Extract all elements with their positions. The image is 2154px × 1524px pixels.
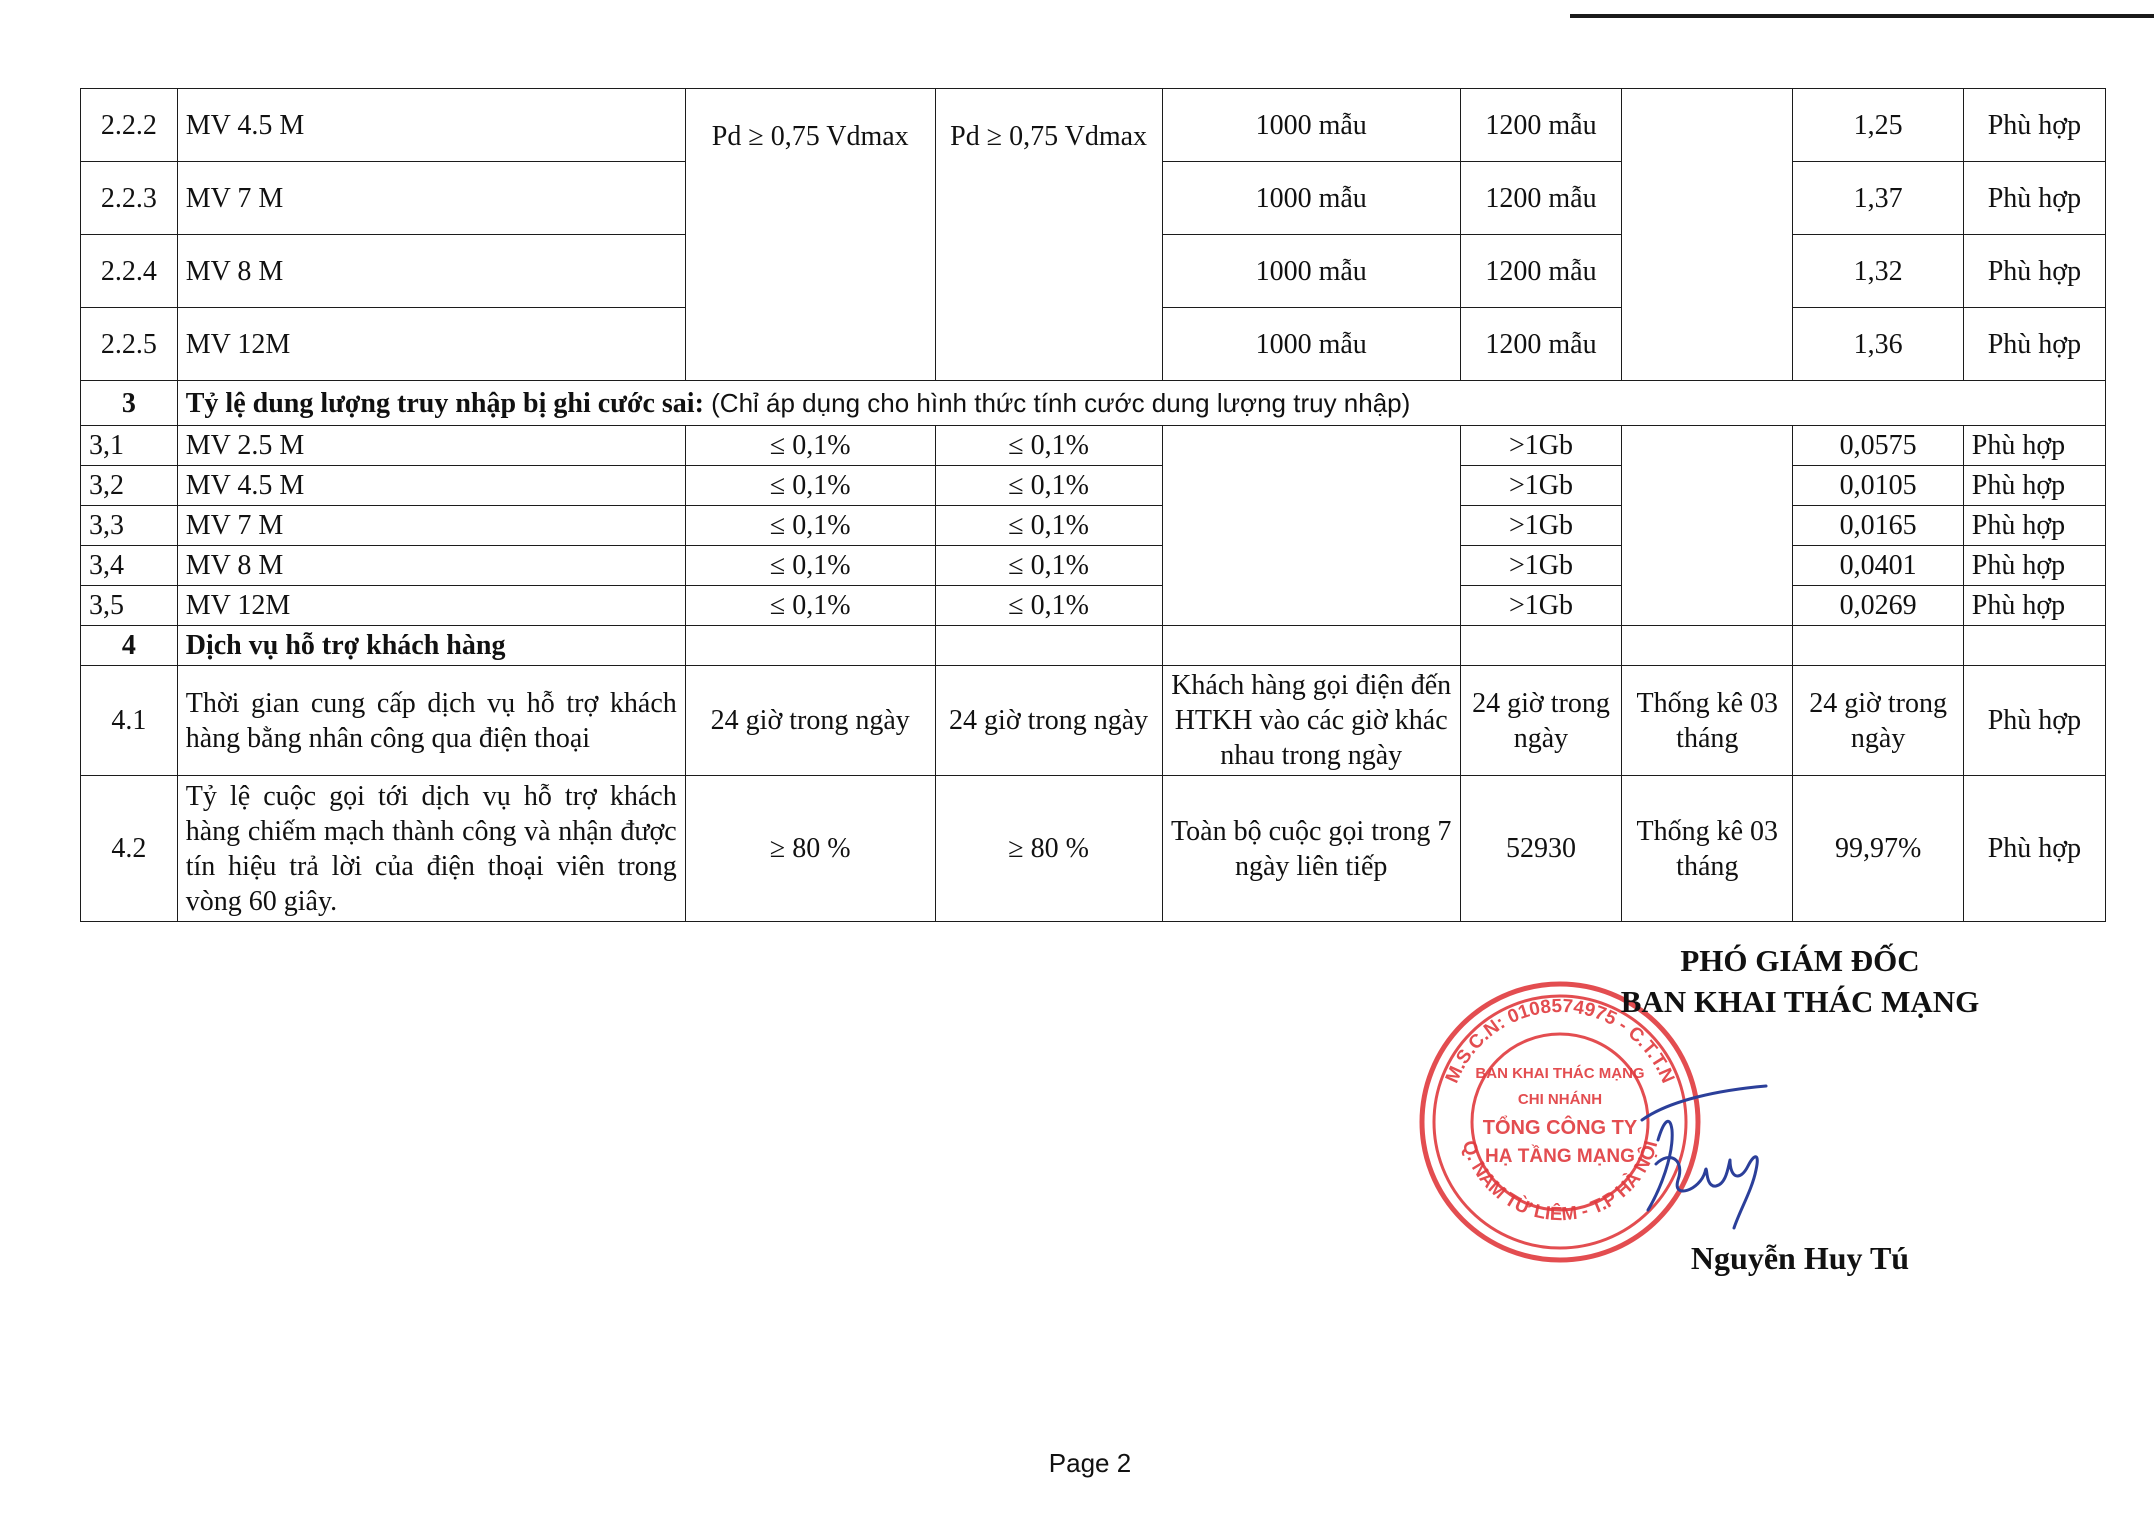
tested-count: >1Gb (1460, 586, 1621, 626)
tested-count: 1200 mẫu (1460, 162, 1621, 235)
handwritten-signature-icon (1630, 1060, 1770, 1230)
stamp-line-4: HẠ TẦNG MẠNG (1485, 1146, 1635, 1167)
standard-cell: ≤ 0,1% (685, 546, 935, 586)
section-number: 3 (81, 381, 178, 426)
section-header-row (81, 381, 2106, 426)
row-id: 4.2 (81, 776, 178, 922)
row-id: 3,4 (81, 546, 178, 586)
declared-cell: ≥ 80 % (935, 776, 1162, 922)
measured-value: 0,0269 (1793, 586, 1963, 626)
declared-cell: ≤ 0,1% (935, 466, 1162, 506)
result-cell: Phù hợp (1963, 466, 2105, 506)
tested-count: 52930 (1460, 776, 1621, 922)
table-row (81, 466, 2106, 506)
tested-count: >1Gb (1460, 506, 1621, 546)
sample-size: 1000 mẫu (1162, 235, 1460, 308)
service-name: MV 8 M (177, 546, 685, 586)
table-row (81, 586, 2106, 626)
section-number: 4 (81, 626, 178, 666)
tested-count: 1200 mẫu (1460, 235, 1621, 308)
declared-cell: ≤ 0,1% (935, 506, 1162, 546)
criteria-desc: Thời gian cung cấp dịch vụ hỗ trợ khách hàng bằng nhân công qua điện thoại (177, 666, 685, 776)
row-id: 4.1 (81, 666, 178, 776)
tested-count: >1Gb (1460, 466, 1621, 506)
table-row (81, 426, 2106, 466)
measured-value: 0,0105 (1793, 466, 1963, 506)
signer-title: PHÓ GIÁM ĐỐC (1680, 943, 1920, 978)
standard-cell: ≤ 0,1% (685, 466, 935, 506)
table-row (81, 666, 2106, 776)
signer-name: Nguyễn Huy Tú (1690, 1240, 1910, 1276)
table-row (81, 506, 2106, 546)
service-name: MV 7 M (177, 506, 685, 546)
stamp-line-1: BAN KHAI THÁC MẠNG (1475, 1065, 1645, 1082)
method-cell: Khách hàng gọi điện đến HTKH vào các giờ khác nhau trong ngày (1162, 666, 1460, 776)
empty-cell (1622, 426, 1793, 626)
measured-value: 1,37 (1793, 162, 1963, 235)
stamp-bottom-text: Q. NAM TỪ LIÊM - T.P HÀ NỘI (1457, 1138, 1663, 1226)
declared-cell: ≤ 0,1% (935, 546, 1162, 586)
stamp-line-3: TỔNG CÔNG TY (1482, 1117, 1638, 1139)
standard-cell: 24 giờ trong ngày (685, 666, 935, 776)
section-note: (Chỉ áp dụng cho hình thức tính cước dung lượng truy nhập) (703, 387, 1411, 418)
signer-department: BAN KHAI THÁC MẠNG (1620, 984, 1980, 1019)
result-cell: Phù hợp (1963, 546, 2105, 586)
result-cell: Phù hợp (1963, 162, 2105, 235)
measured-value: 0,0401 (1793, 546, 1963, 586)
service-name: MV 8 M (177, 235, 685, 308)
tested-count: >1Gb (1460, 426, 1621, 466)
row-id: 3,2 (81, 466, 178, 506)
row-id: 2.2.3 (81, 162, 178, 235)
service-name: MV 12M (177, 586, 685, 626)
measured-value: 0,0575 (1793, 426, 1963, 466)
table-row (81, 776, 2106, 922)
result-cell: Phù hợp (1963, 426, 2105, 466)
result-cell: Phù hợp (1963, 776, 2105, 922)
top-rule (1570, 14, 2154, 18)
result-cell: Phù hợp (1963, 506, 2105, 546)
sample-size: 1000 mẫu (1162, 308, 1460, 381)
page-number: Page 2 (1048, 1448, 1132, 1478)
table-row (81, 89, 2106, 162)
result-cell: Phù hợp (1963, 89, 2105, 162)
sample-size: 1000 mẫu (1162, 162, 1460, 235)
table-row (81, 546, 2106, 586)
period-cell: Thống kê 03 tháng (1622, 666, 1793, 776)
measured-value: 99,97% (1793, 776, 1963, 922)
declared-cell: Pd ≥ 0,75 Vdmax (935, 89, 1162, 381)
row-id: 2.2.2 (81, 89, 178, 162)
measured-value: 1,36 (1793, 308, 1963, 381)
measured-value: 0,0165 (1793, 506, 1963, 546)
row-id: 2.2.4 (81, 235, 178, 308)
row-id: 2.2.5 (81, 308, 178, 381)
stamp-ring-text: M.S.C.N: 0108574975 - C.T.T.N (1441, 995, 1679, 1087)
measured-value: 1,25 (1793, 89, 1963, 162)
standard-cell: ≤ 0,1% (685, 426, 935, 466)
empty-cell (1622, 89, 1793, 381)
tested-count: 1200 mẫu (1460, 89, 1621, 162)
tested-count: 24 giờ trong ngày (1460, 666, 1621, 776)
declared-cell: ≤ 0,1% (935, 426, 1162, 466)
standard-cell: Pd ≥ 0,75 Vdmax (685, 89, 935, 381)
standard-cell: ≥ 80 % (685, 776, 935, 922)
result-cell: Phù hợp (1963, 666, 2105, 776)
result-cell: Phù hợp (1963, 308, 2105, 381)
signature-block (1440, 940, 2154, 1022)
stamp-line-2: CHI NHÁNH (1517, 1091, 1603, 1108)
section-title-bold: Tỷ lệ dung lượng truy nhập bị ghi cước sai: (185, 387, 704, 419)
service-name: MV 12M (177, 308, 685, 381)
declared-cell: ≤ 0,1% (935, 586, 1162, 626)
section-title: Dịch vụ hỗ trợ khách hàng (177, 626, 685, 666)
measured-value: 24 giờ trong ngày (1793, 666, 1963, 776)
period-cell: Thống kê 03 tháng (1622, 776, 1793, 922)
results-table (80, 88, 2106, 922)
section-header-row (81, 626, 2106, 666)
sample-size: 1000 mẫu (1162, 89, 1460, 162)
standard-cell: ≤ 0,1% (685, 506, 935, 546)
row-id: 3,5 (81, 586, 178, 626)
service-name: MV 4.5 M (177, 89, 685, 162)
service-name: MV 2.5 M (177, 426, 685, 466)
standard-cell: ≤ 0,1% (685, 586, 935, 626)
tested-count: >1Gb (1460, 546, 1621, 586)
result-cell: Phù hợp (1963, 235, 2105, 308)
tested-count: 1200 mẫu (1460, 308, 1621, 381)
empty-cell (1162, 426, 1460, 626)
section-title (177, 381, 2105, 426)
result-cell: Phù hợp (1963, 586, 2105, 626)
measured-value: 1,32 (1793, 235, 1963, 308)
criteria-desc: Tỷ lệ cuộc gọi tới dịch vụ hỗ trợ khách hàng chiếm mạch thành công và nhận được tín hiệu trả lời của điện thoại viên trong vòng 60 giây. (177, 776, 685, 922)
service-name: MV 4.5 M (177, 466, 685, 506)
service-name: MV 7 M (177, 162, 685, 235)
row-id: 3,1 (81, 426, 178, 466)
row-id: 3,3 (81, 506, 178, 546)
declared-cell: 24 giờ trong ngày (935, 666, 1162, 776)
method-cell: Toàn bộ cuộc gọi trong 7 ngày liên tiếp (1162, 776, 1460, 922)
